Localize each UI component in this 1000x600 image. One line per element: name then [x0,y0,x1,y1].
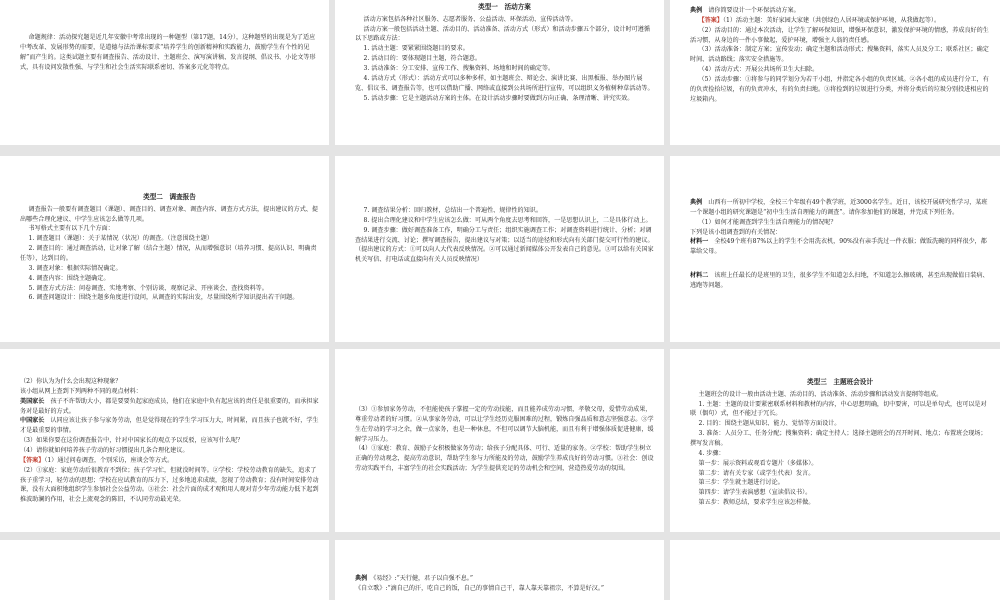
paragraph: 活动方案包括各种社区服务、志愿者服务、公益活动、环保活动、宣传活动等。 [363,15,577,23]
example-lead [690,6,990,16]
section-title-class-meeting: 类型三 主题班会设计 [807,378,873,386]
page-tile-survey-report [0,156,329,342]
section-title-survey-report: 类型二 调查报告 [143,193,196,201]
answer-line: （4）活动方式：开展公共场所卫生大扫除。 [698,66,819,74]
material-text: 全校49个班有87%以上的学生不会用洗衣机，90%没有亲手洗过一件衣服；做饭洗碗的同样很少，都靠给父母。 [690,238,987,256]
list-item: 2. 调查目的：通过调查活动，让对象了解（结合主题）情况，从而增强意识（培养习惯、提高认识、明确责任等），达到目的。 [20,245,317,262]
question: （4）请你就如何培养孩子劳动的好习惯提出几条合理化建议。 [20,447,189,455]
list-item: 3. 调查对象：根据实际情况确定。 [28,264,122,272]
answer-label: 【答案】 [698,16,723,24]
example-lead [690,198,990,218]
list-item: 9. 调查步骤：做好调查准备工作，明确分工与责任；组织实施调查工作；对调查资料进行统计、分析；对调查结果进行交流、讨论；撰写调查报告，提出建议与对策；以适当的途径和形式向有关部门提交可行性的建议。（提出建议的方式：①可以向人大代表反映情况。②可以通过新闻媒体公开发表自己的意见。③可以给有关国家机关写信、打电话或直接向有关人员反映情况） [355,226,654,264]
paragraph: 书写格式主要有以下几个方面： [28,225,114,233]
list-item: 4. 活动方式（形式）：活动方式可以多种多样，如主题班会、辩论会、演讲比赛、出黑板报、举办图片展览、倡议书、调查报告等，也可以借助广播、网络或直接到公共场所进行宣传，可以组织义务植树种草活动等。 [355,74,654,92]
answer-label: 【答案】 [20,456,45,464]
answer-line [20,456,319,466]
list-item: 3. 活动准备：分工安排、宣传工作、搜集资料、场地和时间的确定等。 [363,64,555,72]
material-text: 该班上任最长的是班里的卫生，很多学生不知道怎么扫地，不知道怎么擦玻璃，甚至出现做值日装病、逃跑等问题。 [690,272,989,290]
list-item: 8. 提出合理化建议和中学生应该怎么做：可从两个角度去思考和回答，一是思想认识上，二是具体行动上。 [363,216,652,224]
answer-line: （5）活动步骤：①将参与的同学划分为若干小组，并指定各小组的负责区域。②各小组的成员进行分工，有的负责捡拾垃圾，有的负责冲水，有的负责扫地。③将捡到的垃圾进行分类，并将分类后的垃圾分别投进相应的垃圾箱内。 [690,76,989,103]
page-tile-meeting-example [335,540,664,600]
question: （3）如果你要在这份调查报告中，针对中国家长的观点予以反驳，应该写什么呢？ [20,437,244,445]
example-lead [355,574,654,584]
intro-paragraph: 命题规律：活动探究题是近几年安徽中考常出现的一种题型（第17题，14分），这种题型的出现是为了适应中考改革、发展形势的需要，是道德与法治课标要求“培养学生的创新精神和实践能力，鼓励学生有个性的见解”而产生的。这类试题主要有调查报告、活动设计、主题班会、演写演讲稿、发言提纲、倡议书、小论文等形式，具有设问发散性强、与学生和社会生活实际联系密切、答案多元化等特点。 [20,34,316,71]
material-label: 材料一 [690,238,709,246]
page-tile-survey-steps [335,156,664,342]
answer-text: （1）通过问卷调查，个别采访，座谈会等方式。 [44,456,174,464]
step-item: 第一步：展示资料或观看专题片（多媒体）。 [698,459,818,467]
material-text: 认同应该让孩子参与家务劳动，但是觉得现在的学生学习压力大，时间紧，而且孩子也就不好，学生才是最重要的事情。 [20,417,319,435]
list-item: 1. 调查题目（课题）：关于某情况（状况）的调查。（注意围绕主题） [28,235,213,243]
list-item: 1. 主题：主题的设计要紧密联系材料和教材的内容，中心思想明确，切中要害，可以是单句式，也可以是对联（偶句）式，但不能过于冗长。 [690,400,987,418]
material-label: 中国家长 [20,417,45,425]
page-tile-intro [0,0,329,145]
list-item: 1. 活动主题：要紧紧围绕题目的要求。 [363,45,469,53]
material-text: 孩子不许帮助大小，都是要要负起家庭成员，他们在家庭中负有起应该的责任是很重要的，而承担家务对是最好的方式。 [20,397,319,415]
section-title-activity-plan: 类型一 活动方案 [478,3,531,11]
example-question: 山西有一所初中学校，全校三个年级有49个教学班，近3000名学生。近日，该校开展研究性学习，某班一个课题小组的研究课题是“初中生生活自理能力的调查”。请你参加他们的课题，并完成下列任务。 [690,199,988,216]
answer-line: （3）①参加家务劳动，不但能使孩子掌握一定的劳动技能，而且能养成劳动习惯，孝敬父母，爱惜劳动成果，尊重劳动者的好习惯。②从事家务劳动，可以让学生经历克服困难的过程，锻炼自强品质和意志坚强意志。③学生在劳动的学习之余，做一点家务，也是一种休息，不但可以调节大脑机能，而且有利于增强体质促进健康，缓解学习压力。 [355,406,654,443]
page-tile-class-meeting [670,349,1000,532]
example-label: 典例 [690,7,703,14]
example-question: 请你简要设计一个环保活动方案。 [708,7,800,14]
question-note: 该小组从网上查到下列两种不同的观点材料： [20,387,142,395]
page-tile-activity-example [670,0,1000,145]
list-item: 4. 步骤： [698,449,725,457]
paragraph: 调查报告一般要有调查题目（课题）、调查目的、调查对象、调查内容、调查方式方法，提出建议的方式、提出哪些合理化建议、中学生应该怎么做等几项。 [20,205,318,223]
list-item: 7. 调查结果分析：回归教材，总结出一个普遍性、规律性的知识。 [363,207,542,214]
list-item: 2. 目的：围绕主题从知识、能力、觉悟等方面设计。 [698,420,841,428]
step-item: 第二步：请有关专家（或学生代表）发言。 [698,469,815,477]
question: （2）你认为为什么会出现这种现象？ [20,378,122,385]
question-note: 下列是该小组调查到的有关情况： [690,228,782,236]
list-item: 5. 调查方式方法：问卷调查、实地考察、个别访谈、观察记录、开座谈会、查找资料等。 [28,284,268,292]
page-tile-blank [670,540,1000,600]
material-2 [690,271,990,291]
list-item: 5. 活动步骤：它是主题活动方案的主体。在设计活动步骤时要做到方向正确、条理清晰、讲究实效。 [363,94,634,102]
answer-line: （3）活动准备：制定方案；宣传发动；确定主题和活动形式；搜集资料，落实人员及分工；联系社区；确定时间、活动路线；落实安全措施等。 [690,46,989,64]
answer-line: （2）活动目的：通过本次活动，让学生了解环保知识，增强环保意识，激发保护环境的情感，养成良好的生活习惯，从身边的一件小事做起，爱护环境，增强主人翁的责任感。 [690,26,989,44]
list-item: 4. 调查内容：围绕主题确定。 [28,274,110,282]
example-label: 典例 [355,575,368,582]
list-item: 2. 活动目的：要体现题目主题，符合题意。 [363,55,481,63]
step-item: 第五步：教师总结，要求学生应该怎样做。 [698,499,815,507]
material-us [20,397,319,417]
answer-text: （1）活动主题：美好家园大家建（共创绿色人居环境或保护环境，从我做起等）。 [722,16,941,24]
paragraph: 活动方案一般包括活动主题、活动目的、活动准备、活动方式（形式）和活动步骤五个部分，设计时可遵循以下思路或方法： [355,25,650,43]
list-item: 6. 调查问题设计：围绕主题多角度进行设问，从调查的实际出发，尽量围绕所学知识提出若干问题。 [28,294,299,302]
answer-line: （2）①家庭：家庭劳动后很教育不到位；孩子学习忙，但就没时间等。②学校：学校劳动教育的缺失，追求了孩子重学习，轻劳动的思想；学校在应试教育的压力下，过多地追求成绩，忽视了劳动教育；没有时间安排劳动课，没有大面积地组织学生参加社会公益劳动。③社会：社会片面的成才观和用人观对青少年劳动能力低下起到推波助澜的作用，社会上流观念的陈旧，不认同劳动最光荣。 [20,466,319,504]
page-tile-survey-questions [0,349,329,532]
answer-line: （4）①家庭：教育、鼓励子女积极做家务劳动；给孩子分配具体、可行、适量的家务。②学校：帮助学生树立正确的劳动观念，提高劳动意识，帮助学生参与力所能及的劳动，鼓励学生养成良好的劳动习惯。③社会：创设劳动实践平台，丰富学生的社会实践活动；为学生提供充足的劳动机会和空间，营造热爱劳动的氛围。 [355,445,654,473]
page-tile-activity-plan [335,0,664,145]
step-item: 第四步：请学生表演感想（宣读倡议书）。 [698,489,812,497]
quote-2: 《自立歌》:“滴自己的汗，吃自己的饭，自己的事情自己干，靠人靠天靠祖宗，不算是好汉。” [355,584,604,592]
material-label: 材料二 [690,272,709,280]
paragraph: 主题班会的设计一般由活动主题、活动目的、活动准备、活动步骤和活动发言提纲等组成。 [698,390,943,398]
material-1 [690,237,990,257]
step-item: 第三步：学生就主题进行讨论。 [698,479,784,487]
list-item: 3. 准备：人员分工、任务分配；搜集资料；确定主持人；选择主题班会的召开时间、地点；布置班会现场；撰写发言稿。 [690,430,987,447]
spacer [690,257,990,271]
question: （1）如何才能调查到学生生活自理能力的情况呢？ [698,218,837,226]
example-label: 典例 [690,199,703,206]
quote-1: 《易经》:“天行健，君子以自强不息。” [373,575,473,582]
page-tile-survey-answers [335,349,664,532]
answer-line [690,16,990,26]
material-cn [20,416,319,436]
page-tile-survey-example [670,156,1000,342]
material-label: 美国家长 [20,397,45,405]
page-tile-blank [0,540,329,600]
